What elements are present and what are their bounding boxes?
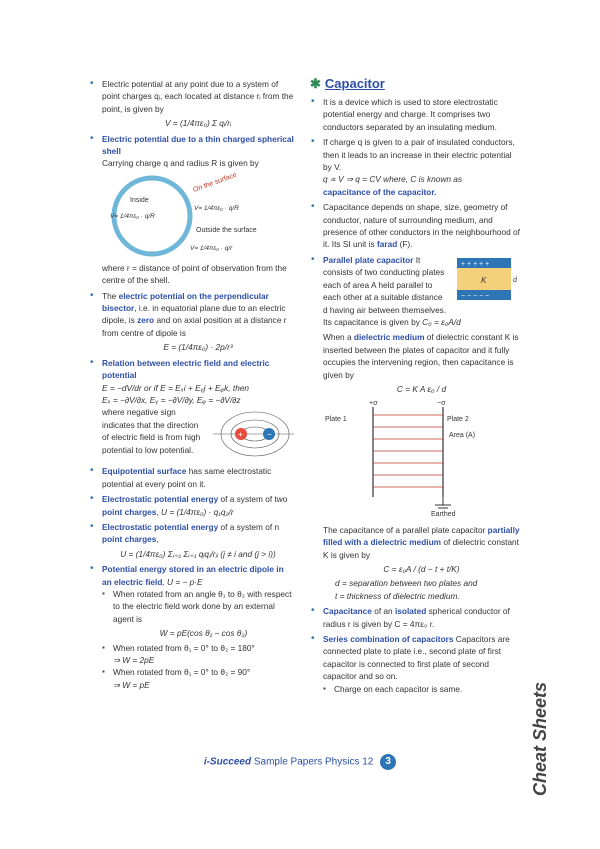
text: • It is a device which is used to store electrostatic potential energy and charge. It comprises two conductors separated by an insulating medium. bbox=[323, 97, 498, 132]
hl: Electrostatic potential energy bbox=[102, 494, 219, 505]
formula: V = (1/4πε₀) Σ qᵢ/rᵢ bbox=[164, 118, 232, 129]
inside-label: Inside bbox=[130, 196, 149, 204]
formula: U = (1/4πε₀) Σⱼ₌₁ Σᵢ₌₁ qᵢqⱼ/rⱼᵢ (j ≠ i and (j > i)) bbox=[120, 548, 276, 559]
partial-section: The capacitance of a parallel plate capacitor partially filled with a dielectric medium of dielectric constant K is given by C = ε₀A / (d − t + t/K) d = separation between two plates and t = thickness of dielectric medium. bbox=[323, 524, 520, 601]
relation-section bbox=[89, 357, 294, 463]
dipole-potential bbox=[89, 290, 294, 354]
dipole-field-diagram bbox=[211, 406, 294, 462]
svg-text:Cheat Sheets: Cheat Sheets bbox=[530, 681, 550, 796]
k-label: K bbox=[481, 275, 487, 285]
right-column bbox=[310, 96, 520, 698]
plus-sigma: +σ bbox=[369, 400, 378, 408]
plate1-label: Plate 1 bbox=[325, 416, 347, 424]
d-label: d bbox=[513, 276, 517, 284]
isolated: • Capacitance of an isolated spherical conductor of radius r is given by C = 4πε₀ r. bbox=[310, 605, 520, 630]
svg-text:+ + + + +: + + + + + bbox=[461, 260, 490, 268]
hl2: point charges bbox=[102, 506, 157, 517]
hl2: point charges bbox=[102, 534, 157, 545]
dielectric-diagram bbox=[323, 397, 503, 517]
capacitance-depends: • Capacitance depends on shape, size, geometry of conductor, nature of surrounding medium, and presence of other conductors in the neighbourhood of it. Its SI unit is farad (F). bbox=[310, 201, 520, 251]
relation-note: where negative sign indicates that the direction of electric field is from high potential to low potential. bbox=[102, 407, 201, 455]
post: and on axial position at a distance r from centre of dipole is bbox=[102, 315, 287, 338]
svg-text:+: + bbox=[238, 430, 243, 440]
shell-note: where r = distance of point of observation from the centre of the shell. bbox=[102, 262, 287, 286]
svg-text:−: − bbox=[267, 430, 272, 440]
shell-heading: • Electric potential due to a thin charged spherical shell bbox=[102, 133, 294, 157]
svg-text:− − − − −: − − − − − bbox=[461, 292, 490, 300]
sub-item: ▪ When rotated from an angle θ₁ to θ₂ with respect to the electric field work done by an external agent is W = pE(cos θ₁ − cos θ₂) bbox=[102, 588, 294, 640]
area-label: Area (A) bbox=[449, 432, 476, 440]
text: of a system of two bbox=[220, 494, 288, 505]
parallel-plate: • Parallel plate capacitor It consists of two conducting plates each of area A held parallel to each other at a suitable distance d having air between themselves. + + + + + − − − − − K d Its capacitance is given by C₀ = ε₀A/d bbox=[310, 254, 520, 328]
capacitor-def bbox=[310, 96, 520, 133]
earthed-label: Earthed bbox=[431, 511, 456, 518]
equipotential bbox=[89, 465, 294, 490]
potential-point-charges bbox=[89, 78, 294, 130]
hl: Equipotential surface bbox=[102, 466, 187, 477]
text: of a system of n bbox=[220, 521, 280, 532]
capacitor-title: ✱ Capacitor bbox=[310, 76, 385, 91]
hl: Electrostatic potential energy bbox=[102, 521, 219, 532]
footer bbox=[0, 754, 600, 770]
shell-diagram bbox=[102, 172, 302, 262]
text: • Electric potential at any point due to a system of point charges qᵢ, each located at distance rᵢ from the point, is given by bbox=[102, 79, 294, 114]
brand: i-Succeed bbox=[203, 756, 252, 768]
energy-two: • Electrostatic potential energy of a system of two point charges, U = (1/4πε₀) · q₁q₂/r bbox=[89, 493, 294, 518]
footer-text: Sample Papers Physics 12 bbox=[253, 756, 374, 768]
zero: zero bbox=[137, 315, 155, 326]
parallel-plate-diagram bbox=[453, 254, 520, 310]
left-column bbox=[89, 78, 294, 694]
energy-n: • Electrostatic potential energy of a system of n point charges, U = (1/4πε₀) Σⱼ₌₁ Σᵢ₌₁ qᵢqⱼ/rⱼᵢ (j ≠ i and (j > i)) bbox=[89, 521, 294, 560]
heading: Potential energy stored in an electric dipole in an electric field bbox=[102, 564, 284, 587]
relation-heading: • Relation between electric field and electric potential bbox=[102, 357, 270, 381]
plate2-label: Plate 2 bbox=[447, 416, 469, 424]
text: has same electrostatic potential at every point on it. bbox=[102, 466, 272, 489]
formula: U = (1/4πε₀) · q₁q₂/r bbox=[161, 506, 234, 517]
series: • Series combination of capacitors Capacitors are connected plate to plate i.e., second plate of first capacitor is connected to first plate of second capacitor and so on. ▪ Charge on each capacitor is same. bbox=[310, 633, 520, 695]
formula: , U = − p·E bbox=[162, 576, 203, 587]
sub-item: ▪ When rotated from θ₁ = 0° to θ₂ = 90° ⇒ W = pE bbox=[102, 666, 294, 691]
page-number: 3 bbox=[380, 754, 396, 770]
dipole-energy bbox=[89, 563, 294, 691]
capacitor-charge: • If charge q is given to a pair of insulated conductors, then it leads to an increase in their electric potential by V. q ∝ V ⇒ q = CV where, C is known as capacitance of the capacitor. bbox=[310, 136, 520, 198]
on-surface-label: On the surface bbox=[192, 171, 238, 194]
on-surface-formula: V= 1/4πε₀ · q/R bbox=[194, 204, 239, 212]
sub-item: ▪ When rotated from θ₁ = 0° to θ₂ = 180° ⇒ W = 2pE bbox=[102, 642, 294, 667]
shell-text: Carrying charge q and radius R is given by bbox=[102, 158, 259, 169]
mid: , i.e. in equatorial plane due to an electric dipole, is bbox=[102, 303, 286, 326]
cheat-sheets-mark bbox=[518, 660, 558, 800]
sub-item: ▪ Charge on each capacitor is same. bbox=[323, 683, 520, 695]
relation-formula2: Eₓ = −∂V/∂x, Eᵧ = −∂V/∂y, Eᵩ = −∂V/∂z bbox=[102, 394, 241, 405]
outside-formula: V= 1/4πε₀ · q/r bbox=[190, 244, 233, 252]
dielectric-section: When a dielectric medium of dielectric constant K is inserted between the plates of capacitor and it fully occupies the intervening region, then capacitance is given by C = K A ε₀ / d Plate 1 Plate 2 Area (A) +σ −σ Earthed bbox=[323, 332, 519, 518]
minus-sigma: −σ bbox=[437, 400, 446, 408]
inside-formula: V= 1/4πε₀ · q/R bbox=[110, 212, 155, 220]
outside-label: Outside the surface bbox=[196, 226, 257, 234]
shell-section bbox=[89, 133, 294, 287]
hl: electric potential on the perpendicular bisector bbox=[102, 290, 269, 314]
relation-formula1: E = −dV/dr or if E = Eₓi + Eᵧj + Eᵩk, then bbox=[102, 382, 250, 393]
pre: The bbox=[102, 290, 117, 301]
star-icon: ✱ bbox=[310, 76, 321, 91]
dipole-formula: E = (1/4πε₀) · 2p/r³ bbox=[163, 342, 233, 353]
